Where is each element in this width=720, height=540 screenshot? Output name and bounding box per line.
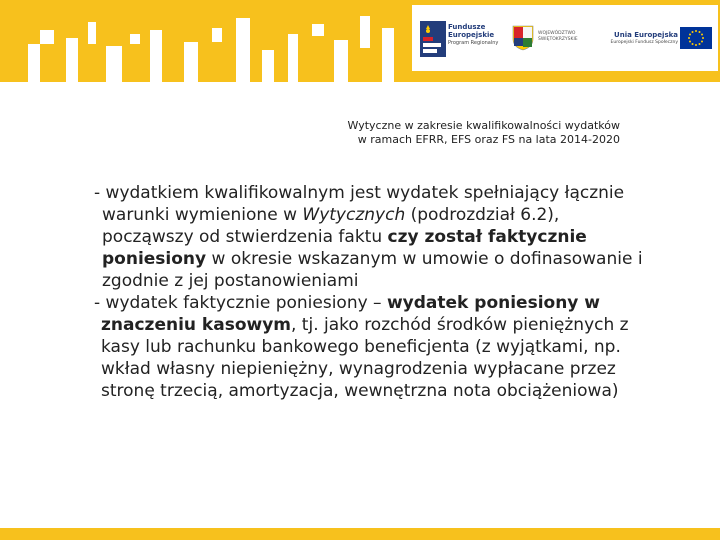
unia-europejska-text xyxy=(600,31,678,46)
logo-line: Fundusze xyxy=(448,23,486,31)
document-title xyxy=(280,119,620,147)
bullet-text: , tj. jako rozchód środków pieniężnych z kasy lub rachunku bankowego beneficjenta (z wyjątkami, np. wkład własny niepieniężny, wynagrodzenia wypłacane przez stronę trzecią, amortyzacja, wewnętrzna nota obciążeniowa) xyxy=(101,315,629,401)
coat-of-arms-icon xyxy=(512,25,534,51)
footer-band xyxy=(0,528,720,540)
header-band xyxy=(0,0,720,82)
decor-shape xyxy=(382,28,394,82)
wojewodztwo-logo xyxy=(512,25,602,53)
decor-shape xyxy=(312,24,324,36)
fundusze-europejskie-logo xyxy=(420,21,514,57)
decor-shape xyxy=(334,40,348,82)
logo-subtitle: Europejski Fundusz Społeczny xyxy=(610,40,678,45)
document-title-line: w ramach EFRR, EFS oraz FS na lata 2014-2020 xyxy=(357,133,620,146)
bullet-item xyxy=(94,292,654,402)
bullet-text: w okresie wskazanym w umowie o dofinasowanie i zgodnie z jej postanowieniami xyxy=(102,249,643,291)
logo-line: ŚWIĘTOKRZYSKIE xyxy=(538,37,578,42)
logo-subtitle: Program Regionalny xyxy=(448,40,499,46)
bullet-text-bold: wydatek poniesiony w znaczeniu kasowym xyxy=(101,293,601,335)
content-body xyxy=(94,182,654,402)
decor-shape xyxy=(106,46,122,82)
wojewodztwo-text xyxy=(538,31,578,43)
fundusze-europejskie-flag-icon xyxy=(420,21,446,57)
decor-shape xyxy=(150,30,162,82)
fundusze-europejskie-text xyxy=(448,23,498,47)
decor-shape xyxy=(28,44,40,82)
bullet-text: (podrozdział 6.2), począwszy od stwierdzenia faktu xyxy=(102,205,560,247)
bullet-text-italic: Wytycznych xyxy=(302,205,406,225)
decor-shape xyxy=(184,42,198,82)
logo-line: WOJEWÓDZTWO xyxy=(538,31,576,36)
decor-shape xyxy=(40,30,54,44)
decor-shape xyxy=(88,22,96,44)
logo-title: Unia Europejska xyxy=(614,31,678,39)
decor-shape xyxy=(288,34,298,82)
bullet-text-bold: czy został faktycznie poniesiony xyxy=(102,227,587,269)
bullet-text: - wydatkiem kwalifikowalnym jest wydatek spełniający łącznie warunki wymienione w xyxy=(94,183,625,225)
bullet-item xyxy=(94,182,654,292)
decor-shape xyxy=(130,34,140,44)
decor-shape xyxy=(262,50,274,82)
document-title-line: Wytyczne w zakresie kwalifikowalności wydatków xyxy=(347,119,620,132)
eu-flag-icon xyxy=(680,27,712,49)
decor-shape xyxy=(66,38,78,82)
logo-strip xyxy=(412,5,718,71)
decor-shape xyxy=(236,18,250,82)
decor-shape xyxy=(360,16,370,48)
decor-shape xyxy=(212,28,222,42)
logo-line: Europejskie xyxy=(448,31,495,39)
bullet-text: - wydatek faktycznie poniesiony – xyxy=(94,293,387,313)
